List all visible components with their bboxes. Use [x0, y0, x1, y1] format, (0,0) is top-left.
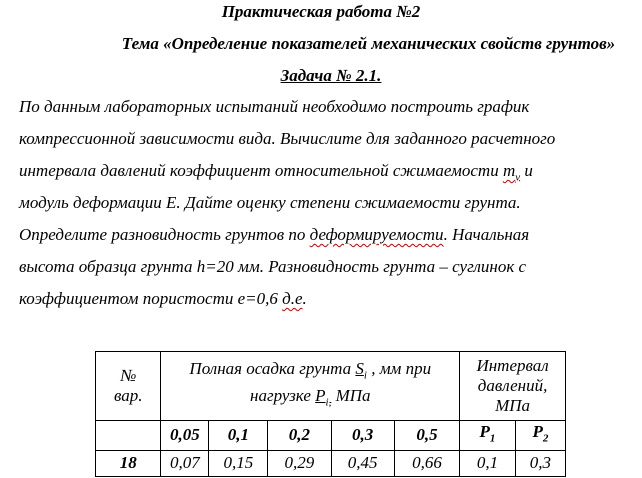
p2-cell: 0,3 [515, 450, 565, 476]
body-line-5: Определите разновидность грунтов по деформируемости. Начальная [19, 225, 530, 244]
settlement-cell: 0,66 [394, 450, 459, 476]
task-heading: Задача № 2.1. [280, 66, 382, 85]
body-line-2: компрессионной зависимости вида. Вычислите для заданного расчетного [19, 129, 556, 148]
p1-cell: 0,1 [460, 450, 516, 476]
body-line-6: высота образца грунта h=20 мм. Разновидность грунта – суглинок с [19, 257, 527, 276]
interval-header: Интервал давлений, МПа [460, 352, 566, 421]
load-header: 0,05 [161, 420, 209, 450]
spellcheck-word: деформируемости [309, 225, 444, 244]
body-line-7: коэффициентом пористости е=0,6 д.е. [19, 289, 307, 308]
data-table [95, 351, 566, 477]
settlement-cell: 0,29 [268, 450, 331, 476]
body-line-1: По данным лабораторных испытаний необходимо построить график [19, 97, 530, 116]
mv-symbol: $m_v$ [502, 161, 521, 184]
load-header: 0,5 [394, 420, 459, 450]
topic-heading: Тема «Определение показателей механических свойств грунтов» [121, 34, 616, 53]
p1-header: $P_1$ [460, 420, 516, 450]
p2-header: $P_2$ [515, 420, 565, 450]
variant-header: № вар. [96, 352, 161, 421]
settlement-cell: 0,45 [331, 450, 394, 476]
empty-cell [96, 420, 161, 450]
settlement-header: Полная осадка грунта $S_i$ , мм при нагрузке $P_{i,}$ МПа [161, 352, 460, 421]
variant-cell: 18 [96, 450, 161, 476]
settlement-cell: 0,15 [209, 450, 268, 476]
load-header: 0,2 [268, 420, 331, 450]
settlement-cell: 0,07 [161, 450, 209, 476]
body-line-3: интервала давлений коэффициент относительной сжимаемости $m_v$ и [19, 161, 533, 184]
body-line-4: модуль деформации E. Дайте оценку степени сжимаемости грунта. [19, 193, 521, 212]
work-title: Практическая работа №2 [221, 2, 421, 21]
spellcheck-word: д.е [282, 289, 303, 308]
load-header: 0,1 [209, 420, 268, 450]
load-header: 0,3 [331, 420, 394, 450]
